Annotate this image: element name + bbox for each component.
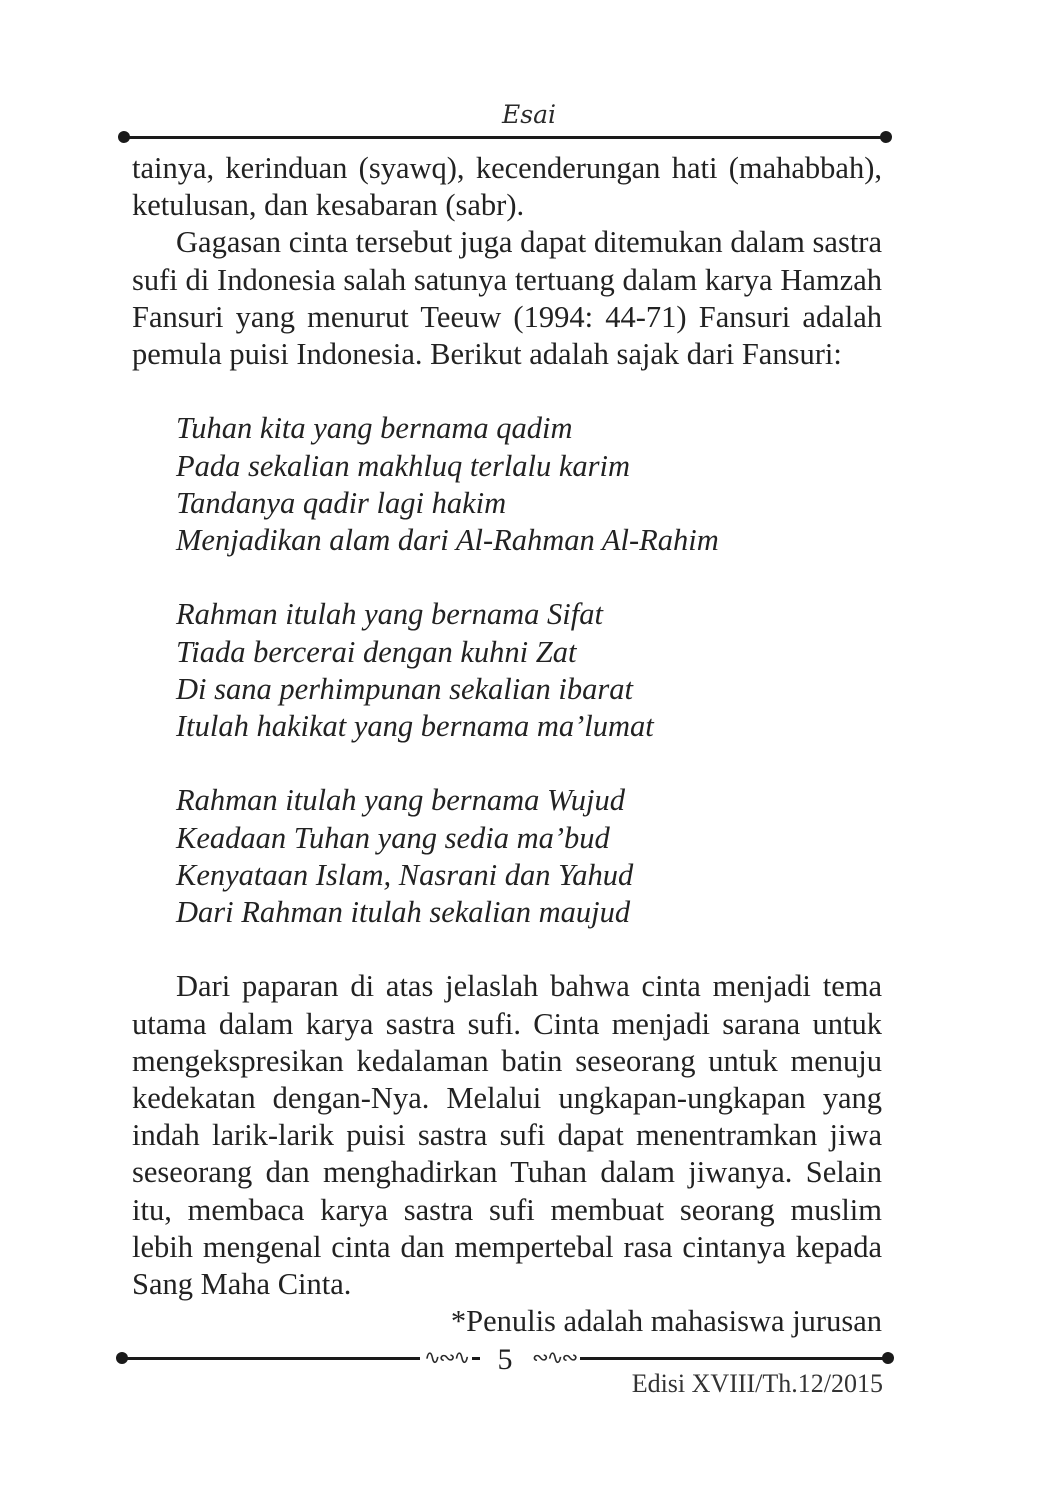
text-line: Gagasan cinta tersebut juga dapat ditemukan dalam sastra xyxy=(176,225,882,260)
text-line: Fansuri yang menurut Teeuw (1994: 44-71) Fansuri adalah xyxy=(132,299,882,334)
header-rule-left-dot xyxy=(118,131,130,143)
poem-line: Itulah hakikat yang bernama ma’lumat xyxy=(176,709,654,744)
poem-line: Tandanya qadir lagi hakim xyxy=(176,485,507,520)
author-footnote: *Penulis adalah mahasiswa jurusan xyxy=(450,1304,882,1339)
poem-line: Keadaan Tuhan yang sedia ma’bud xyxy=(176,820,610,855)
paragraph-continued xyxy=(132,150,882,224)
text-line: Sang Maha Cinta. xyxy=(132,1267,352,1302)
text-line: Dari paparan di atas jelaslah bahwa cinta menjadi tema xyxy=(176,969,882,1004)
text-line: seseorang dan menghadirkan Tuhan dalam jiwanya. Selain xyxy=(132,1155,882,1190)
poem-line: Tiada bercerai dengan kuhni Zat xyxy=(176,634,577,669)
header-rule xyxy=(124,136,886,139)
poem-line: Menjadikan alam dari Al-Rahman Al-Rahim xyxy=(176,523,719,558)
page-number: 5 xyxy=(480,1342,530,1378)
article-body xyxy=(132,150,882,1340)
poem-stanza-2 xyxy=(132,596,882,745)
text-line: mengekspresikan kedalaman batin seseorang untuk menuju xyxy=(132,1043,882,1078)
paragraph-fansuri-intro xyxy=(132,224,882,373)
edition-label: Edisi XVIII/Th.12/2015 xyxy=(631,1369,883,1398)
spacer xyxy=(132,559,882,596)
poem-line: Kenyataan Islam, Nasrani dan Yahud xyxy=(176,857,634,892)
poem-line: Rahman itulah yang bernama Sifat xyxy=(176,597,603,632)
footer-rule-left-dot xyxy=(116,1352,128,1364)
poem-stanza-1 xyxy=(132,410,882,559)
text-line: kedekatan dengan-Nya. Melalui ungkapan-ungkapan yang xyxy=(132,1081,882,1116)
text-line: sufi di Indonesia salah satunya tertuang dalam karya Hamzah xyxy=(132,262,882,297)
text-line: tainya, kerinduan (syawq), kecenderungan hati (mahabbah), xyxy=(132,151,882,185)
flourish-right-icon: ∾∿∾ xyxy=(528,1348,580,1368)
header-rule-right-dot xyxy=(880,131,892,143)
poem-line: Dari Rahman itulah sekalian maujud xyxy=(176,895,631,930)
paragraph-conclusion xyxy=(132,968,882,1303)
poem-line: Di sana perhimpunan sekalian ibarat xyxy=(176,671,633,706)
spacer xyxy=(132,373,882,410)
poem-line: Pada sekalian makhluq terlalu karim xyxy=(176,448,631,483)
spacer xyxy=(132,931,882,968)
text-line: pemula puisi Indonesia. Berikut adalah sajak dari Fansuri: xyxy=(132,337,842,372)
poem-stanza-3 xyxy=(132,782,882,931)
flourish-left-icon: ∿∾∿ xyxy=(420,1348,472,1368)
footer-rule-right-dot xyxy=(882,1352,894,1364)
header-title: Esai xyxy=(502,100,556,129)
poem-line: Rahman itulah yang bernama Wujud xyxy=(176,783,625,818)
text-line: indah larik-larik puisi sastra sufi dapat menentramkan jiwa xyxy=(132,1118,882,1153)
poem-line: Tuhan kita yang bernama qadim xyxy=(176,411,573,446)
text-line: itu, membaca karya sastra sufi membuat seorang muslim xyxy=(132,1192,882,1227)
spacer xyxy=(132,745,882,782)
text-line: utama dalam karya sastra sufi. Cinta menjadi sarana untuk xyxy=(132,1006,882,1041)
text-line: ketulusan, dan kesabaran (sabr). xyxy=(132,188,525,223)
text-line: lebih mengenal cinta dan mempertebal rasa cintanya kepada xyxy=(132,1229,882,1264)
